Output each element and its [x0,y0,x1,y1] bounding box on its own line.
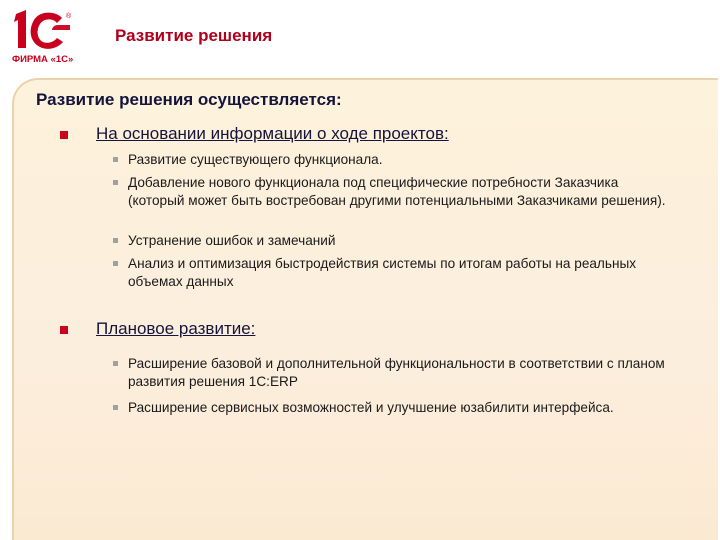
svg-text:®: ® [66,13,72,20]
bullet-icon [113,261,118,266]
logo-caption: ФИРМА «1С» [12,54,74,65]
list-item: Устранение ошибок и замечаний [128,233,336,248]
bullet-icon [113,180,118,185]
bullet-icon [113,238,118,243]
bullet-icon [113,361,118,366]
bullet-icon [113,157,118,162]
main-heading: Развитие решения осуществляется: [36,90,342,109]
header-bar [0,0,720,76]
list-item: Развитие существующего функционала. [128,152,383,167]
list-item: Добавление нового функционала под специфические потребности Заказчика (который может быть востребован другими потенциальными Заказчиками решения). [128,175,666,208]
section-title: Плановое развитие: [96,319,256,338]
list-item: Анализ и оптимизация быстродействия системы по итогам работы на реальных объемах данных [128,256,637,289]
company-logo [8,8,92,66]
section-bullet-icon [60,131,68,139]
list-item: Расширение сервисных возможностей и улучшение юзабилити интерфейса. [128,400,614,415]
list-item: Расширение базовой и дополнительной функциональности в соответствии с планом развития решения 1С:ERP [128,356,665,389]
section-title: На основании информации о ходе проектов: [96,124,449,143]
bullet-icon [113,405,118,410]
content-panel [12,78,718,540]
page-title: Развитие решения [115,26,273,45]
section-bullet-icon [60,326,68,334]
